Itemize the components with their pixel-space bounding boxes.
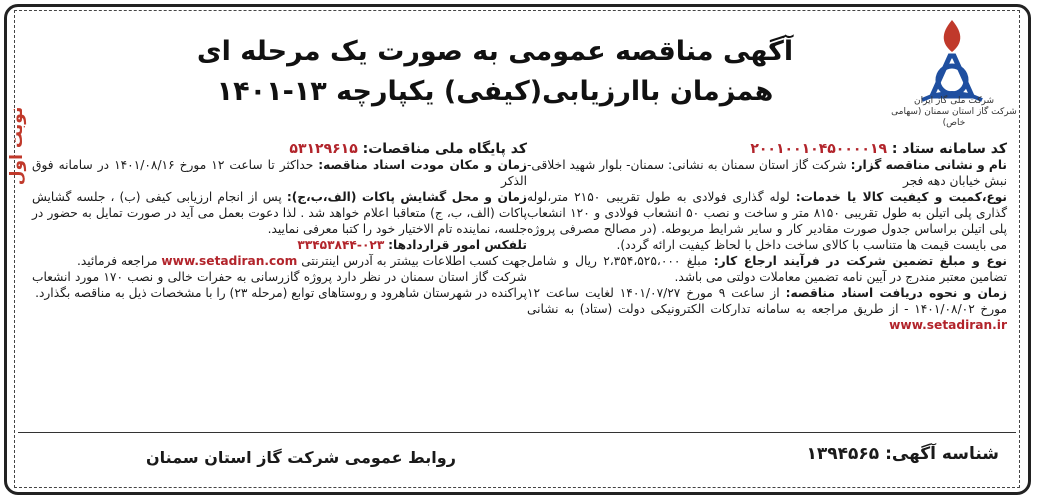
setad-code-value: ۲۰۰۱۰۰۱۰۴۵۰۰۰۰۱۹ xyxy=(750,141,888,157)
project-paragraph xyxy=(32,269,527,301)
scope-text: لوله گذاری فولادی به طول تقریبی ۲۱۵۰ متر،لوله گذاری پلی اتیلن به طول تقریبی ۸۱۵۰ متر و ساخت و نصب ۵۰ انشعاب فولادی و ۱۲۰ انشعاب پلی اتیلن براساس جدول صورت مقادیر کار و سایر شرایط مربوطه. (در مصالح مصرفی پروژه می بایست قیمت ها متناسب با کالای ساخت داخل با لحاظ کیفیت ارائه گردد). xyxy=(527,190,1008,252)
deadline-paragraph xyxy=(32,157,527,189)
opening-label: زمان و محل گشایش پاکات (الف،ب،ج): xyxy=(286,190,527,204)
right-column xyxy=(527,141,1007,333)
setadiran-com-link[interactable]: www.setadiran.com xyxy=(161,254,298,268)
ad-id-value: ۱۳۹۴۵۶۵ xyxy=(806,444,880,464)
opening-paragraph xyxy=(32,189,527,237)
documents-label: زمان و نحوه دریافت اسناد مناقصه: xyxy=(785,286,1008,300)
national-code-value: ۵۳۱۲۹۶۱۵ xyxy=(289,141,358,157)
tenderer-paragraph xyxy=(527,157,1007,189)
guarantee-paragraph xyxy=(527,253,1007,285)
public-relations-signature: روابط عمومی شرکت گاز استان سمنان xyxy=(146,448,456,467)
setad-code-label: کد سامانه ستاد : xyxy=(891,141,1007,157)
ad-id-label: شناسه آگهی: xyxy=(885,444,999,464)
setadiran-ir-link[interactable]: www.setadiran.ir xyxy=(889,318,1007,332)
documents-paragraph xyxy=(527,285,1007,333)
more-info-tail: مراجعه فرمائید. xyxy=(76,254,162,268)
footer-divider xyxy=(18,432,1016,433)
national-code-row xyxy=(32,141,527,157)
setad-code-row xyxy=(527,141,1007,157)
ad-title-line-1: آگهی مناقصه عمومی به صورت یک مرحله ای xyxy=(196,36,794,67)
scope-paragraph xyxy=(527,189,1007,253)
guarantee-text: مبلغ ۲،۳۵۴،۵۲۵،۰۰۰ ریال و شامل تضامین معتبر مندرج در آیین نامه تضمین معاملات دولتی می باشد. xyxy=(527,254,1007,284)
first-publication-label xyxy=(0,96,26,206)
guarantee-label: نوع و مبلغ تضمین شرکت در فرآیند ارجاع کار: xyxy=(713,254,1007,268)
logo-caption: شرکت ملی گاز ایران شرکت گاز استان سمنان (سهامی خاص) xyxy=(891,96,1017,128)
scope-label: نوع،کمیت و کیفیت کالا یا خدمات: xyxy=(795,190,1007,204)
deadline-text: حداکثر تا ساعت ۱۲ مورخ ۱۴۰۱/۰۸/۱۶ در سامانه فوق الذکر xyxy=(32,158,527,188)
ad-title-line-2: همزمان باارزیابی(کیفی) یکپارچه ۱۳-۱۴۰۱ xyxy=(216,76,774,107)
project-text: شرکت گاز استان سمنان در نظر دارد پروژه گازرسانی به حفرات خالی و نصب ۱۷۰ مورد انشعاب پراکنده در شهرستان شاهرود و روستاهای توابع (مرحله ۲۳) را با مشخصات ذیل به مناقصه بگذارد. xyxy=(32,270,527,300)
more-info-text: جهت کسب اطلاعات بیشتر به آدرس اینترنتی xyxy=(301,254,527,268)
tenderer-label: نام و نشانی مناقصه گزار: xyxy=(850,158,1007,172)
telefax-paragraph xyxy=(32,237,527,253)
telefax-value: ۰۲۳-۳۳۴۵۳۸۴۴ xyxy=(297,238,385,252)
documents-text: از ساعت ۹ مورخ ۱۴۰۱/۰۷/۲۷ لغایت ساعت ۱۲ مورخ ۱۴۰۱/۰۸/۰۲ - از طریق مراجعه به سامانه تدارکات الکترونیکی دولت (ستاد) به نشانی xyxy=(527,286,1008,316)
more-info-paragraph xyxy=(32,253,527,269)
ad-id xyxy=(807,444,999,464)
left-column xyxy=(32,141,527,301)
telefax-label: تلفکس امور قراردادها: xyxy=(388,238,527,252)
opening-text: پس از انجام ارزیابی کیفی (ب) ، جلسه گشایش پاکات (الف، ب، ج) متعاقبا اعلام خواهد شد . لذا دعوت بعمل می آید در صورت تمایل به حضور در جلسه، نماینده تام الاختیار خود را کتبا معرفی نمایید. xyxy=(32,190,527,236)
side-label-text: نوبت اول xyxy=(7,106,27,186)
deadline-label: زمان و مکان مودت اسناد مناقصه: xyxy=(318,158,528,172)
national-code-label: کد پایگاه ملی مناقصات: xyxy=(362,141,527,157)
tenderer-text: شرکت گاز استان سمنان به نشانی: سمنان- بلوار شهید اخلاقی- نبش خیابان دهه فجر xyxy=(527,158,1007,188)
